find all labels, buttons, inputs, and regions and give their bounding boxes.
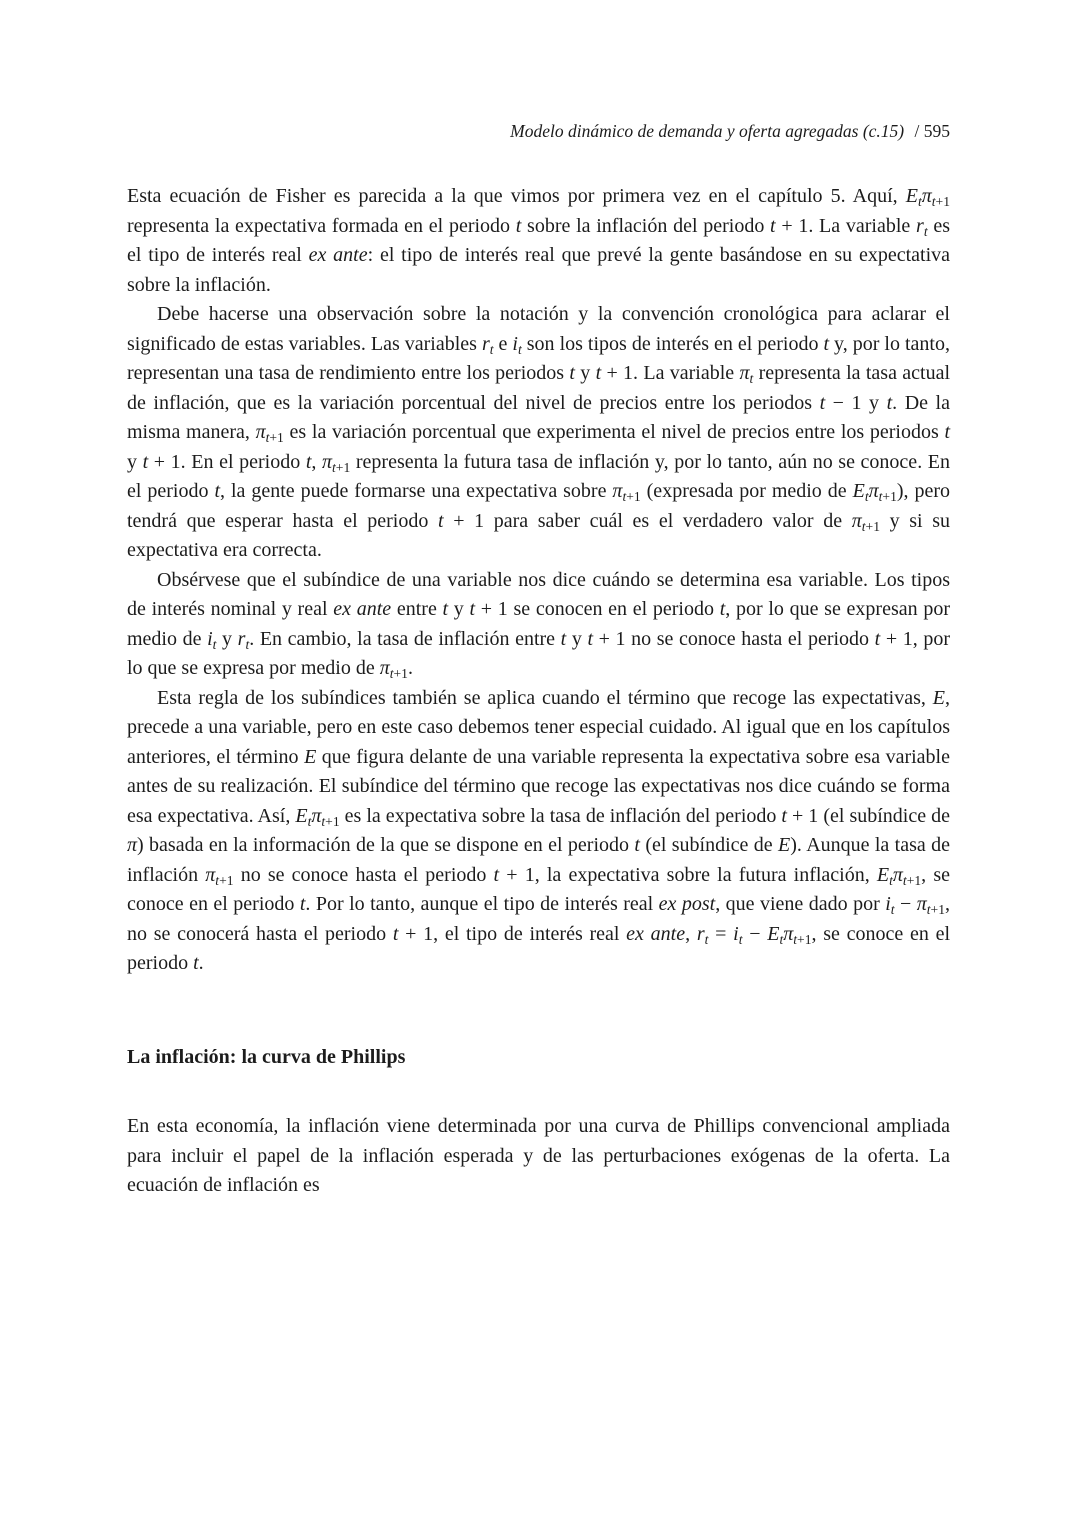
paragraph-fisher-equation: Esta ecuación de Fisher es parecida a la que vimos por primera vez en el capítulo 5. Aquí, $E_t\pi_{t+1}$ representa la expectativa formada en el periodo t sobre la inflación del periodo t + 1. La variable $r_t$ es el tipo de interés real ex ante: el tipo de interés real que prevé la gente basándose en su expectativa sobre la inflación. [127, 185, 950, 296]
section-heading-phillips-curve: La inflación: la curva de Phillips [127, 1045, 406, 1068]
paragraph-subindex-meaning: Obsérvese que el subíndice de una variable nos dice cuándo se determina esa variable. Los tipos de interés nominal y real ex ante entre t y t + 1 se conocen en el periodo t, por lo que se expresan por medio de $i_t$ y $r_t$. En cambio, la tasa de inflación entre t y t + 1 no se conoce hasta el periodo t + 1, por lo que se expresa por medio de $\pi_{t+1}$. [127, 568, 950, 681]
paragraph-notation-convention: Debe hacerse una observación sobre la notación y la convención cronológica para aclarar el significado de estas variables. Las variables $r_t$ e $i_t$ son los tipos de interés en el periodo t y, por lo tanto, representan una tasa de rendimiento entre los periodos t y t + 1. La variable $\pi_t$ representa la tasa actual de inflación, que es la variación porcentual del nivel de precios entre los periodos t − 1 y t. De la misma manera, $\pi_{t+1}$ es la variación porcentual que experimenta el nivel de precios entre los periodos t y t + 1. En el periodo t, $\pi_{t+1}$ representa la futura tasa de inflación y, por lo tanto, aún no se conoce. En el periodo t, la gente puede formarse una expectativa sobre $\pi_{t+1}$ (expresada por medio de $E_t\pi_{t+1}$), pero tendrá que esperar hasta el periodo t + 1 para saber cuál es el verdadero valor de $\pi_{t+1}$ y si su expectativa era correcta. [127, 303, 951, 561]
page-number: / 595 [914, 121, 950, 141]
page-header [127, 120, 950, 142]
paragraph-phillips-intro: En esta economía, la inflación viene determinada por una curva de Phillips convencional ampliada para incluir el papel de la inflación esperada y de las perturbaciones exógenas de la oferta. La ecuación de inflación es [127, 1115, 950, 1196]
paragraph-expectations-rule: Esta regla de los subíndices también se aplica cuando el término que recoge las expectativas, E, precede a una variable, pero en este caso debemos tener especial cuidado. Al igual que en los capítulos anteriores, el término E que figura delante de una variable representa la expectativa sobre esa variable antes de su realización. El subíndice del término que recoge las expectativas nos dice cuándo se forma esa expectativa. Así, $E_t\pi_{t+1}$ es la expectativa sobre la tasa de inflación del periodo t + 1 (el subíndice de π) basada en la información de la que se dispone en el periodo t (el subíndice de E). Aunque la tasa de inflación $\pi_{t+1}$ no se conoce hasta el periodo t + 1, la expectativa sobre la futura inflación, $E_t\pi_{t+1}$, se conoce en el periodo t. Por lo tanto, aunque el tipo de interés real ex post, que viene dado por $i_t - \pi_{t+1}$, no se conocerá hasta el periodo t + 1, el tipo de interés real ex ante, $r_t = i_t - E_t\pi_{t+1}$, se conoce en el periodo t. [127, 686, 951, 974]
running-head-title: Modelo dinámico de demanda y oferta agregadas (c.15) [510, 121, 905, 141]
page-body [127, 182, 950, 1201]
